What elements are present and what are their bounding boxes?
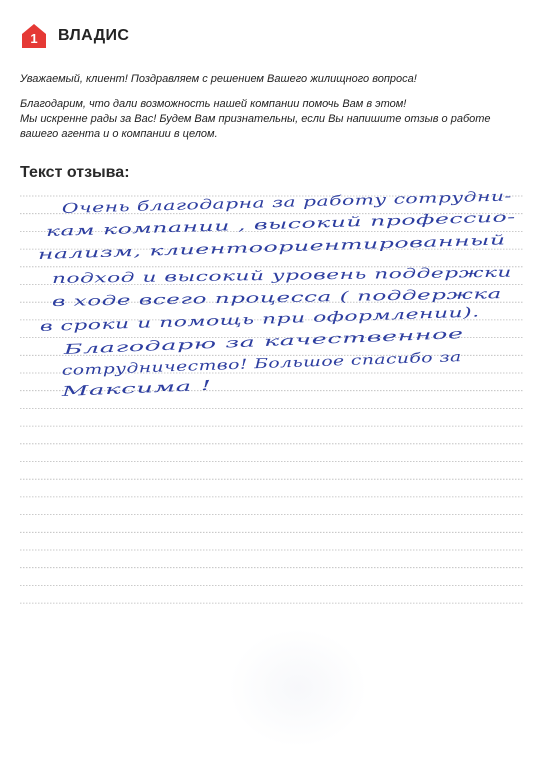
thanks-line-2: Мы искренне рады за Вас! Будем Вам признательны, если Вы напишите отзыв о работе [20, 113, 491, 125]
greeting-text: Уважаемый, клиент! Поздравляем с решением Вашего жилищного вопроса! [20, 73, 417, 85]
handwritten-line: кам компании , высокий профессио- [45, 215, 316, 240]
thanks-line-1: Благодарим, что дали возможность нашей компании помочь Вам в этом! [20, 98, 407, 110]
handwritten-line: в сроки и помощь при оформлении). [39, 310, 312, 335]
handwritten-line: Максима ! [61, 380, 140, 400]
handwritten-line: сотрудничество! Большое спасибо за [61, 352, 350, 379]
thanks-line-3: вашего агента и о компании в целом. [20, 128, 218, 140]
handwritten-line: Очень благодарна за работу сотрудни- [61, 192, 361, 217]
handwritten-line: нализм, клиентоориентированный [37, 238, 306, 263]
handwritten-line: в ходе всего процесса ( поддержка [51, 289, 316, 310]
brand-name: ВЛАДИС [58, 27, 130, 44]
svg-text:1: 1 [30, 31, 38, 46]
handwritten-line: подход и высокий уровень поддержки [51, 267, 338, 287]
review-heading: Текст отзыва: [20, 164, 130, 181]
handwritten-line: Благодарю за качественное [63, 333, 277, 358]
